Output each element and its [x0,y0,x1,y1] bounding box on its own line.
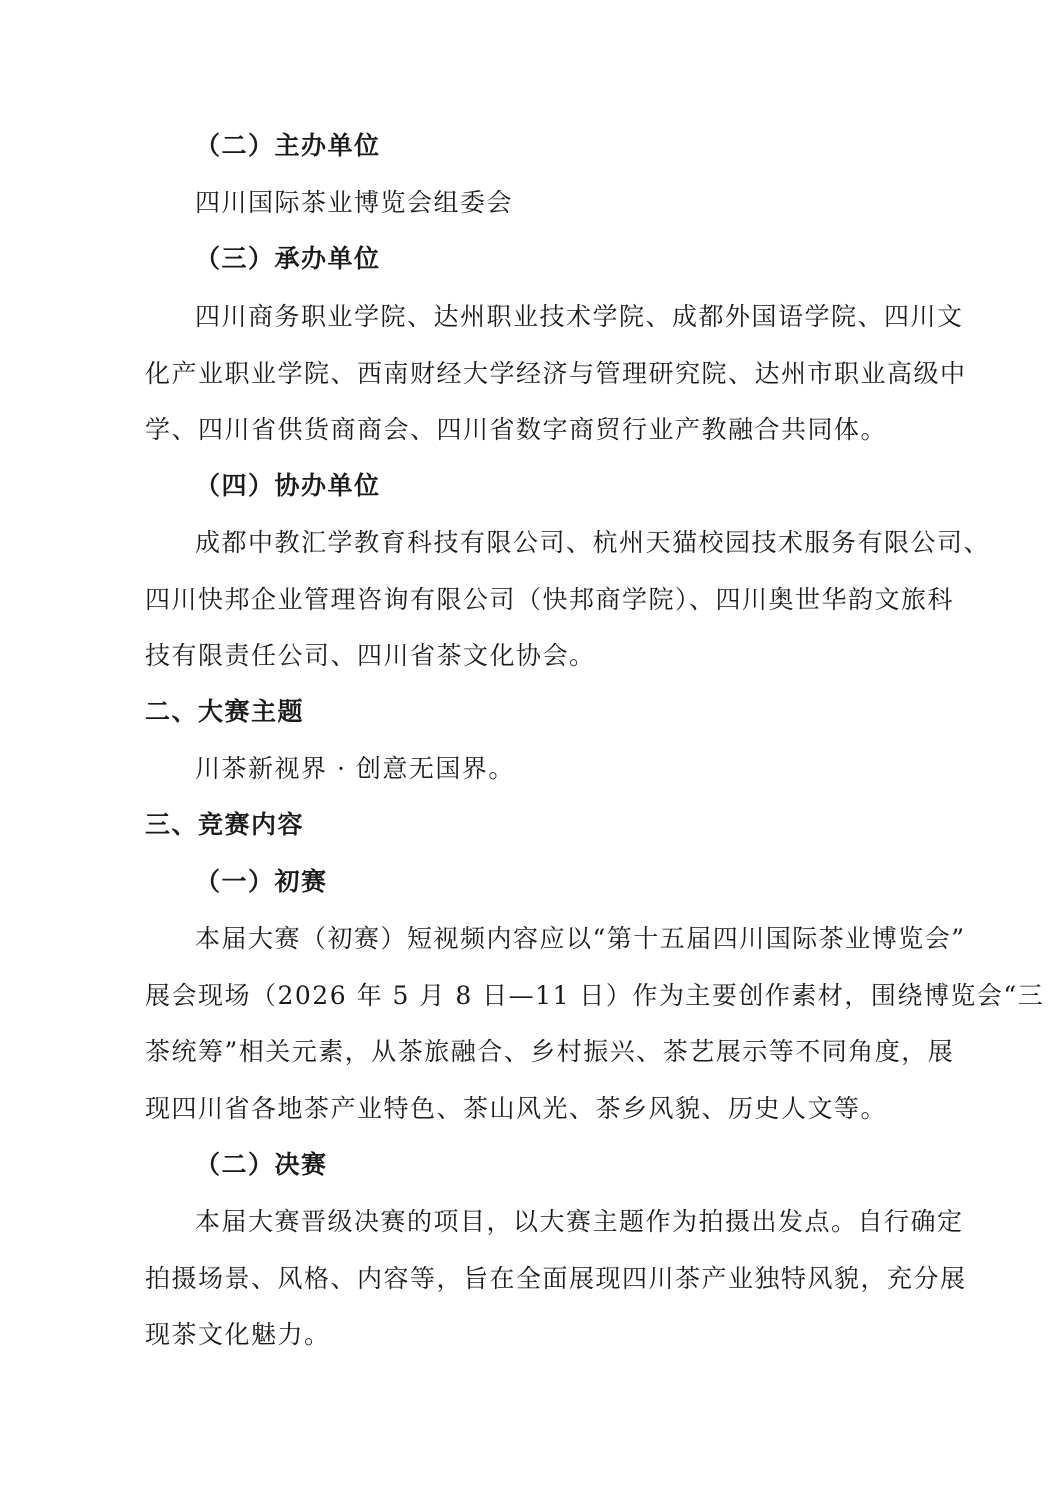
final-line-3: 现茶文化魅力。 [145,1320,331,1349]
preliminary-heading: （一）初赛 [195,867,328,896]
theme-text: 川茶新视界 · 创意无国界。 [195,754,515,783]
preliminary-line-2: 展会现场（2026 年 5 月 8 日—11 日）作为主要创作素材，围绕博览会“三 [145,981,1045,1010]
host-line-1: 四川商务职业学院、达州职业技术学院、成都外国语学院、四川文 [195,302,964,331]
content-heading: 三、竞赛内容 [145,810,305,839]
co-organizer-line-1: 成都中教汇学教育科技有限公司、杭州天猫校园技术服务有限公司、 [195,528,991,557]
organizer-heading: （二）主办单位 [195,131,381,160]
host-heading: （三）承办单位 [195,244,381,273]
host-line-3: 学、四川省供货商商会、四川省数字商贸行业产教融合共同体。 [145,415,888,444]
preliminary-line-1: 本届大赛（初赛）短视频内容应以“第十五届四川国际茶业博览会” [195,924,966,953]
theme-heading: 二、大赛主题 [145,697,305,726]
final-line-2: 拍摄场景、风格、内容等，旨在全面展现四川茶产业独特风貌，充分展 [145,1264,967,1293]
co-organizer-heading: （四）协办单位 [195,471,381,500]
final-line-1: 本届大赛晋级决赛的项目，以大赛主题作为拍摄出发点。自行确定 [195,1207,964,1236]
host-line-2: 化产业职业学院、西南财经大学经济与管理研究院、达州市职业高级中 [145,359,967,388]
co-organizer-line-2: 四川快邦企业管理咨询有限公司（快邦商学院）、四川奥世华韵文旅科 [145,585,955,614]
co-organizer-line-3: 技有限责任公司、四川省茶文化协会。 [145,641,596,670]
organizer-text: 四川国际茶业博览会组委会 [195,188,514,217]
preliminary-line-4: 现四川省各地茶产业特色、茶山风光、茶乡风貌、历史人文等。 [145,1094,888,1123]
preliminary-line-3: 茶统筹”相关元素，从茶旅融合、乡村振兴、茶艺展示等不同角度，展 [145,1037,955,1066]
final-heading: （二）决赛 [195,1150,328,1179]
